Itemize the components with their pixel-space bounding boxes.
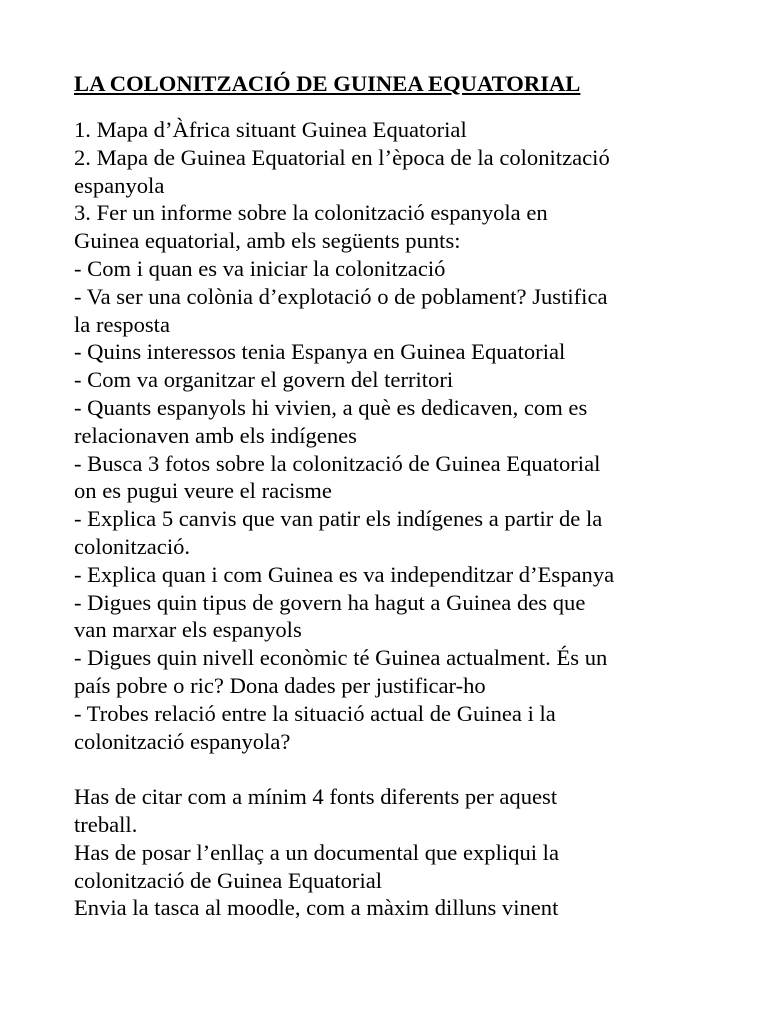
notes-block [74, 783, 714, 922]
task-line: 1. Mapa d’Àfrica situant Guinea Equatorial [74, 117, 467, 142]
task-line: - Explica quan i com Guinea es va independitzar d’Espanya [74, 561, 615, 587]
task-line: van marxar els espanyols [74, 617, 302, 643]
task-line: 3. Fer un informe sobre la colonització espanyola en [74, 200, 548, 226]
task-line: colonització. [74, 533, 191, 559]
task-line: - Quins interessos tenia Espanya en Guinea Equatorial [74, 339, 566, 365]
task-line: - Quants espanyols hi vivien, a què es dedicaven, com es [74, 394, 588, 420]
document-body [74, 116, 714, 922]
task-line: la resposta [74, 311, 170, 337]
note-line: colonització de Guinea Equatorial [74, 867, 383, 893]
task-line: relacionaven amb els indígenes [74, 422, 357, 448]
task-line: - Va ser una colònia d’explotació o de poblament? Justifica [74, 283, 608, 309]
task-line: colonització espanyola? [74, 728, 291, 754]
note-line: Has de posar l’enllaç a un documental que expliqui la [74, 839, 559, 865]
task-line: espanyola [74, 172, 165, 198]
task-line: - Trobes relació entre la situació actual de Guinea i la [74, 700, 556, 726]
task-line: - Busca 3 fotos sobre la colonització de Guinea Equatorial [74, 450, 601, 476]
task-line: país pobre o ric? Dona dades per justificar-ho [74, 672, 486, 698]
task-line: Guinea equatorial, amb els següents punts: [74, 228, 461, 254]
note-line: Envia la tasca al moodle, com a màxim dilluns vinent [74, 895, 559, 921]
blank-line [74, 755, 714, 783]
task-line: - Digues quin nivell econòmic té Guinea actualment. És un [74, 645, 608, 671]
document-title: LA COLONITZACIÓ DE GUINEA EQUATORIAL [74, 71, 581, 96]
task-line: - Explica 5 canvis que van patir els indígenes a partir de la [74, 506, 603, 532]
note-line: Has de citar com a mínim 4 fonts diferents per aquest [74, 784, 558, 810]
note-line: treball. [74, 811, 138, 837]
task-line: 2. Mapa de Guinea Equatorial en l’època de la colonització [74, 144, 610, 170]
task-line: - Com i quan es va iniciar la colonització [74, 255, 446, 281]
task-line: on es pugui veure el racisme [74, 478, 332, 504]
task-line: - Com va organitzar el govern del territori [74, 367, 454, 393]
task-list [74, 116, 714, 755]
task-line: - Digues quin tipus de govern ha hagut a Guinea des que [74, 589, 586, 615]
